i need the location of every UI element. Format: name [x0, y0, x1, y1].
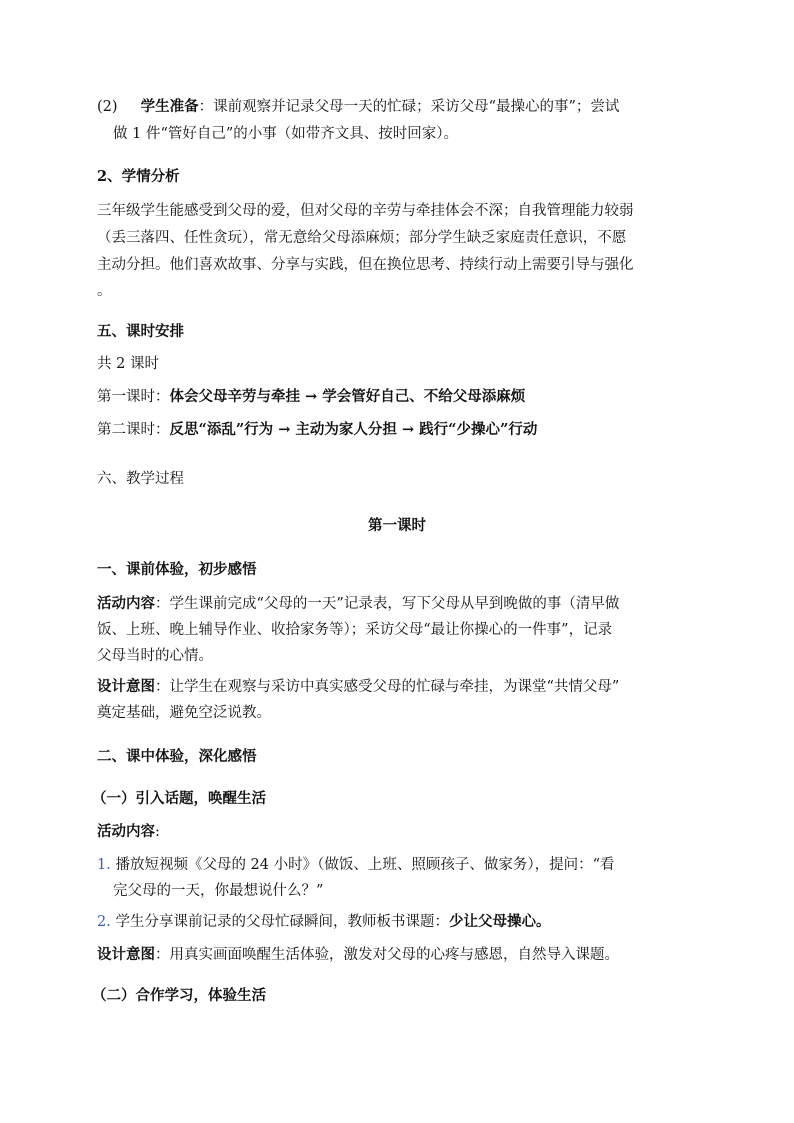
item2-number: 2. — [97, 914, 111, 930]
part1-design-label: 设计意图 — [97, 678, 155, 695]
prep-text-line1: ：课前观察并记录父母一天的忙碌；采访父母“最操心的事”；尝试 — [198, 99, 620, 115]
section5-total: 共 2 课时 — [97, 356, 159, 372]
sub1-activity-colon: : — [155, 824, 160, 840]
section5-lesson2 — [97, 420, 697, 440]
sub1-design-text: ：用真实画面唤醒生活体验，激发对父母的心疼与感恩，自然导入课题。 — [155, 947, 619, 963]
part1-heading: 一、课前体验，初步感悟 — [97, 561, 257, 578]
lesson2-prefix: 第二课时： — [97, 422, 170, 438]
lesson1-text: 体会父母辛劳与牵挂 → 学会管好自己、不给父母添麻烦 — [169, 388, 526, 405]
prep-number: (2) — [97, 99, 118, 115]
sub1-activity-label: 活动内容 — [97, 823, 155, 840]
item1-text1: 播放短视频《父母的 24 小时》（做饭、上班、照顾孩子、做家务），提问：“看 — [115, 857, 615, 873]
section5-lesson1 — [97, 387, 697, 407]
section2-line3: 主动分担。他们喜欢故事、分享与实践，但在换位思考、持续行动上需要引导与强化 — [97, 257, 634, 273]
part1-activity-line2: 饭、上班、晚上辅导作业、收拾家务等）；采访父母“最让你操心的一件事”，记录 — [97, 622, 613, 638]
part1-design-line2: 奠定基础，避免空泛说教。 — [97, 705, 271, 721]
sub1-design-label: 设计意图 — [97, 946, 155, 963]
item1-number: 1. — [97, 857, 111, 873]
part1-activity-line3: 父母当时的心情。 — [97, 648, 213, 664]
section2-line2: （丢三落四、任性贪玩），常无意给父母添麻烦；部分学生缺乏家庭责任意识，不愿 — [97, 230, 627, 246]
part1-activity-line1 — [97, 594, 697, 614]
sub1-item2 — [97, 912, 697, 932]
section2-line1: 三年级学生能感受到父母的爱，但对父母的辛劳与牵挂体会不深；自我管理能力较弱 — [97, 203, 634, 219]
prep-label: 学生准备 — [140, 98, 199, 115]
item2-text: 学生分享课前记录的父母忙碌瞬间，教师板书课题： — [115, 914, 449, 930]
prep-student-line1 — [97, 97, 697, 117]
sub1-activity — [97, 822, 697, 842]
part1-design-line1 — [97, 677, 697, 697]
section5-heading: 五、课时安排 — [97, 323, 184, 340]
part2-heading: 二、课中体验，深化感悟 — [97, 748, 257, 765]
lesson2-text: 反思“添乱”行为 → 主动为家人分担 → 践行“少操心”行动 — [169, 421, 538, 438]
sub1-item1-line2: 完父母的一天，你最想说什么？” — [113, 883, 324, 899]
section2-heading: 2、学情分析 — [97, 168, 180, 185]
lesson1-prefix: 第一课时： — [97, 389, 170, 405]
section6-heading: 六、教学过程 — [97, 471, 184, 487]
sub1-design — [97, 945, 697, 965]
part1-activity-text1: ：学生课前完成“父母的一天”记录表，写下父母从早到晚做的事（清早做 — [155, 596, 620, 612]
lesson-title: 第一课时 — [368, 517, 426, 534]
part1-activity-label: 活动内容 — [97, 595, 155, 612]
part1-design-text1: ：让学生在观察与采访中真实感受父母的忙碌与牵挂，为课堂“共情父母” — [155, 679, 620, 695]
section2-line4: 。 — [97, 283, 112, 299]
prep-text-line2: 做 1 件“管好自己”的小事（如带齐文具、按时回家）。 — [113, 126, 459, 142]
sub2-heading: （二）合作学习，体验生活 — [92, 987, 266, 1004]
sub1-item1-line1 — [97, 855, 697, 875]
item2-bold: 少让父母操心。 — [448, 913, 551, 930]
sub1-heading: （一）引入话题，唤醒生活 — [92, 790, 266, 807]
